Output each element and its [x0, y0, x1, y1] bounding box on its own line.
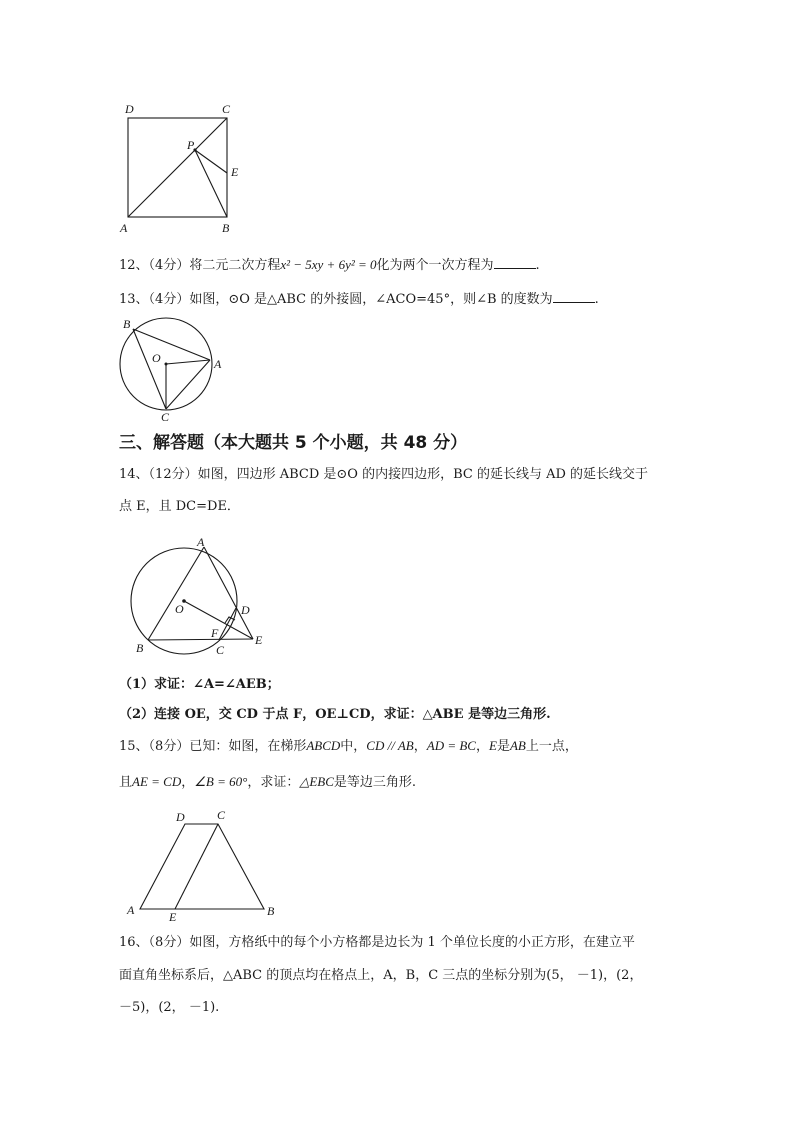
q15-math: ABCD: [306, 738, 341, 753]
label-b: B: [267, 904, 275, 918]
segment-ce: [175, 824, 218, 909]
label-c: C: [161, 410, 170, 424]
label-b: B: [123, 317, 131, 331]
label-f: F: [211, 626, 219, 640]
segment-pe: [195, 150, 227, 173]
q14-part1-text: （1）求证：∠A=∠AEB；: [119, 677, 280, 692]
q15-text: ，: [181, 775, 195, 790]
label-p: P: [187, 138, 195, 152]
q12-end: .: [535, 258, 540, 273]
q15-text: ，: [413, 739, 427, 754]
q15-text: 15、（8分）已知：如图，在梯形: [119, 739, 307, 754]
q16-text: －5)，(2， －1).: [119, 1000, 220, 1015]
label-b: B: [222, 221, 230, 235]
label-o: O: [175, 602, 184, 616]
label-c: C: [216, 643, 225, 657]
segment-ba: [133, 329, 210, 360]
segment-pb: [195, 150, 227, 217]
q15-text: 是: [496, 739, 510, 754]
q12-equation: x² − 5xy + 6y² = 0: [280, 257, 377, 272]
label-d: D: [241, 603, 250, 617]
segment-ab: [148, 547, 204, 640]
q12-prefix: 12、（4分）将二元二次方程: [119, 258, 281, 273]
question-14-line-1: [119, 466, 648, 484]
question-15-line-1: [119, 737, 578, 756]
figure-circumcircle-abc: [113, 312, 233, 424]
label-a: A: [214, 357, 222, 371]
section-title: 三、解答题（本大题共 5 个小题，共 48 分）: [119, 433, 468, 453]
trapezoid-outline: [140, 824, 264, 909]
figure-cyclic-quadrilateral: [125, 530, 275, 660]
question-12: [119, 256, 540, 275]
question-16-line-2: [119, 967, 642, 985]
label-e: E: [255, 633, 263, 647]
question-13: [119, 290, 599, 309]
label-o: O: [152, 351, 161, 365]
segment-dc: [219, 608, 236, 640]
q14-part2-text: （2）连接 OE，交 CD 于点 F，OE⊥CD，求证：△ABE 是等边三角形.: [119, 707, 551, 722]
question-14-part-1: [119, 676, 280, 694]
label-c: C: [222, 102, 231, 116]
question-16-line-1: [119, 934, 635, 952]
q15-text: 中，: [340, 739, 367, 754]
q15-math: AB: [509, 738, 526, 753]
label-e: E: [231, 165, 239, 179]
label-b: B: [136, 641, 144, 655]
segment-be: [148, 639, 253, 640]
q15-math: AE = CD: [132, 774, 182, 789]
q16-text: 16、（8分）如图，方格纸中的每个小方格都是边长为 1 个单位长度的小正方形，在建立平: [119, 935, 635, 950]
question-15-line-2: [119, 773, 416, 792]
label-e: E: [169, 910, 177, 924]
label-d: D: [125, 102, 134, 116]
q15-text: ，: [475, 739, 489, 754]
segment-oa: [166, 360, 210, 364]
q13-text: 13、（4分）如图，⊙O 是△ABC 的外接圆，∠ACO=45°，则∠B 的度数为: [119, 292, 553, 307]
label-a: A: [197, 535, 205, 549]
question-16-line-3: [119, 999, 219, 1017]
question-14-part-2: [119, 706, 551, 724]
q16-text: 面直角坐标系后，△ABC 的顶点均在格点上，A，B，C 三点的坐标分别为(5， －1)，(2，: [119, 968, 643, 983]
q15-text: ，求证：: [247, 775, 300, 790]
label-a: A: [127, 903, 135, 917]
q13-end: .: [594, 292, 599, 307]
label-d: D: [176, 810, 185, 824]
q15-text: 是等边三角形.: [333, 775, 417, 790]
q15-math: △EBC: [299, 774, 334, 789]
q15-math: AD = BC: [426, 738, 476, 753]
segment-bc: [133, 329, 166, 409]
answer-blank: [553, 290, 595, 303]
figure-trapezoid-abcd: [120, 805, 290, 923]
q12-suffix: 化为两个一次方程为: [376, 258, 494, 273]
diagonal-ac: [128, 118, 227, 217]
answer-blank: [494, 256, 536, 269]
q15-text: 且: [119, 775, 133, 790]
q15-math: CD // AB: [366, 738, 414, 753]
q14-text: 14、（12分）如图，四边形 ABCD 是⊙O 的内接四边形，BC 的延长线与 AD 的延长线交于: [119, 467, 649, 482]
q14-text: 点 E，且 DC=DE．: [119, 499, 240, 514]
label-a: A: [120, 221, 128, 235]
q15-text: 上一点，: [525, 739, 578, 754]
figure-square-abcd: [110, 98, 250, 238]
q15-math: E: [488, 738, 497, 753]
q15-math: ∠B = 60°: [194, 774, 248, 789]
label-c: C: [217, 808, 226, 822]
segment-ac: [166, 360, 210, 409]
question-14-line-2: [119, 498, 240, 516]
